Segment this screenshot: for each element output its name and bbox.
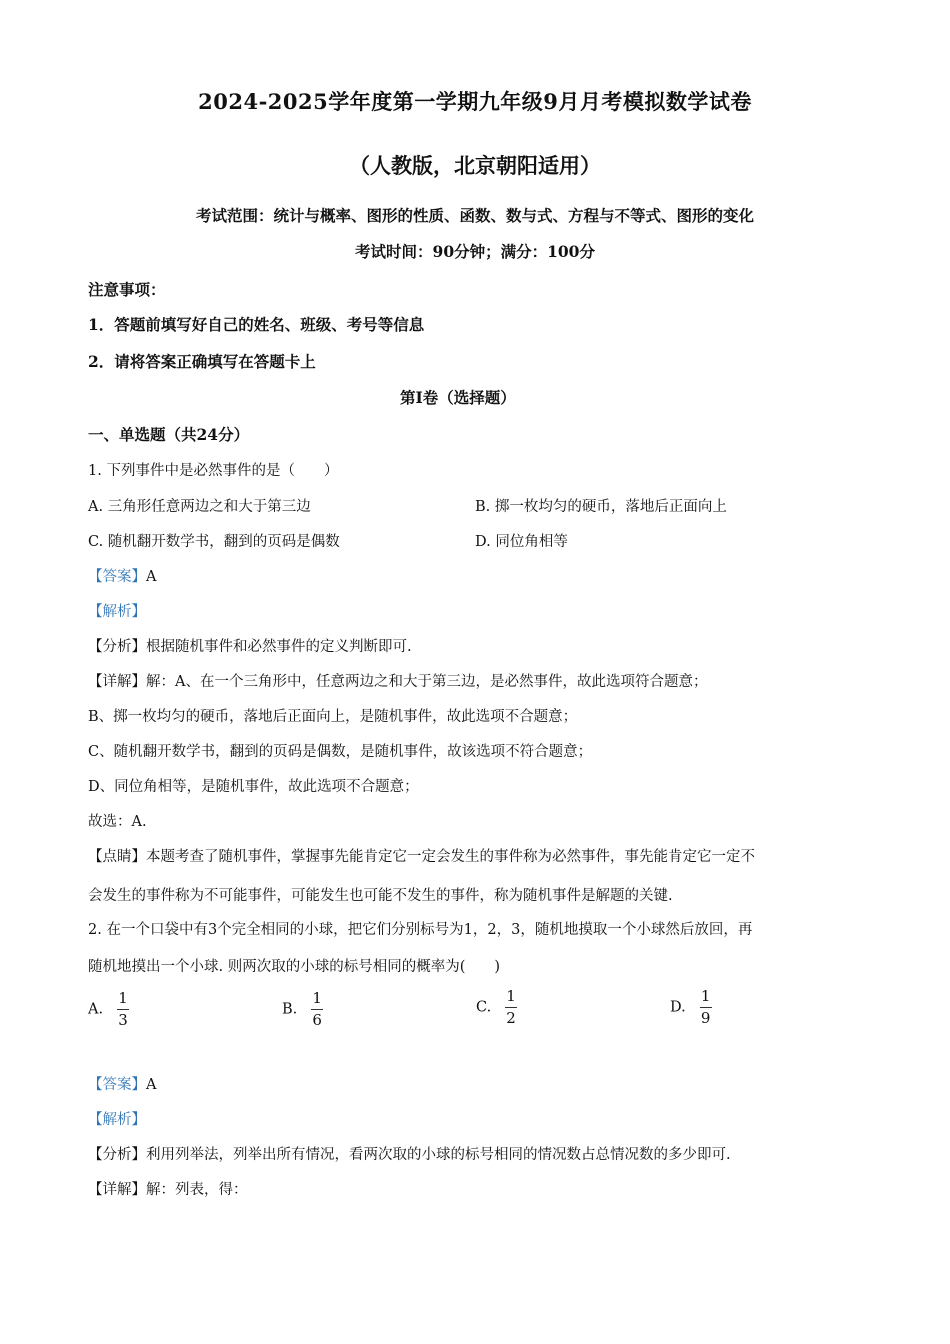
- numerator: 1: [118, 989, 128, 1007]
- fraction: [116, 990, 130, 1029]
- question-1-detail-line: 【详解】解：A、在一个三角形中，任意两边之和大于第三边，是必然事件，故此选项符合题意；: [88, 674, 708, 690]
- answer-value: A: [146, 569, 157, 585]
- fraction: [310, 990, 324, 1029]
- question-2-analysis-tag: 【解析】: [88, 1112, 146, 1128]
- question-2-option-c: [476, 988, 518, 1027]
- option-label: B.: [282, 1001, 298, 1018]
- question-1-option-c: C. 随机翻开数学书，翻到的页码是偶数: [88, 534, 340, 550]
- question-2-answer: [88, 1073, 156, 1094]
- option-label: A.: [88, 1001, 104, 1018]
- question-1-option-b: B. 掷一枚均匀的硬币，落地后正面向上: [475, 499, 727, 515]
- question-2-option-a: [88, 990, 130, 1029]
- fraction: [504, 988, 518, 1027]
- denominator: 6: [312, 1011, 322, 1029]
- question-1-answer: [88, 565, 156, 586]
- question-2-stem-line: 2. 在一个口袋中有3个完全相同的小球，把它们分别标号为1，2，3，随机地摸取一个小球然后放回，再: [88, 922, 753, 938]
- answer-tag: 【答案】: [88, 569, 146, 585]
- question-1-detail-line: B、掷一枚均匀的硬币，落地后正面向上，是随机事件，故此选项不合题意；: [88, 709, 578, 725]
- exam-subtitle: （人教版，北京朝阳适用）: [349, 153, 601, 178]
- numerator: 1: [312, 989, 322, 1007]
- question-2-option-d: [670, 988, 712, 1027]
- exam-scope: 考试范围：统计与概率、图形的性质、函数、数与式、方程与不等式、图形的变化: [195, 206, 754, 225]
- question-1-conclusion: 故选：A.: [88, 814, 147, 830]
- numerator: 1: [506, 987, 516, 1005]
- question-2-option-b: [282, 990, 324, 1029]
- volume-title: 第I卷（选择题）: [400, 388, 516, 407]
- exam-title: 2024-2025学年度第一学期九年级9月月考模拟数学试卷: [198, 89, 752, 114]
- note-item: 2．请将答案正确填写在答题卡上: [88, 352, 316, 371]
- notes-heading: 注意事项：: [88, 280, 166, 299]
- question-1-stem: 1. 下列事件中是必然事件的是（ ）: [88, 463, 339, 479]
- option-label: D.: [670, 999, 686, 1016]
- fraction-bar: [505, 1007, 517, 1008]
- question-1-analysis-tag: 【解析】: [88, 604, 146, 620]
- fraction-bar: [311, 1009, 323, 1010]
- question-2-analysis: 【分析】利用列举法，列举出所有情况，看两次取的小球的标号相同的情况数占总情况数的多少即可.: [88, 1147, 731, 1163]
- exam-time-score: 考试时间：90分钟；满分：100分: [355, 242, 595, 261]
- option-label: C.: [476, 999, 492, 1016]
- denominator: 2: [506, 1009, 516, 1027]
- answer-tag: 【答案】: [88, 1077, 146, 1093]
- question-2-stem-line: 随机地摸出一个小球. 则两次取的小球的标号相同的概率为( ): [88, 959, 501, 975]
- denominator: 9: [700, 1009, 711, 1027]
- fraction: [699, 988, 713, 1027]
- fraction-bar: [700, 1007, 712, 1008]
- question-1-comment-line: 会发生的事件称为不可能事件，可能发生也可能不发生的事件，称为随机事件是解题的关键.: [88, 888, 673, 904]
- question-1-detail-line: C、随机翻开数学书，翻到的页码是偶数，是随机事件，故该选项不符合题意；: [88, 744, 593, 760]
- question-2-detail: 【详解】解：列表，得：: [88, 1182, 248, 1198]
- question-1-detail-line: D、同位角相等，是随机事件，故此选项不合题意；: [88, 779, 419, 795]
- answer-value: A: [146, 1077, 157, 1093]
- question-1-analysis: 【分析】根据随机事件和必然事件的定义判断即可.: [88, 639, 412, 655]
- question-1-option-a: A. 三角形任意两边之和大于第三边: [88, 499, 311, 515]
- question-1-comment-line: 【点睛】本题考查了随机事件，掌握事先能肯定它一定会发生的事件称为必然事件，事先能肯定它一定不: [88, 849, 755, 865]
- denominator: 3: [118, 1011, 128, 1029]
- numerator: 1: [700, 987, 711, 1005]
- section-title: 一、单选题（共24分）: [88, 425, 250, 444]
- fraction-bar: [117, 1009, 129, 1010]
- question-1-option-d: D. 同位角相等: [475, 534, 568, 550]
- note-item: 1．答题前填写好自己的姓名、班级、考号等信息: [88, 315, 425, 334]
